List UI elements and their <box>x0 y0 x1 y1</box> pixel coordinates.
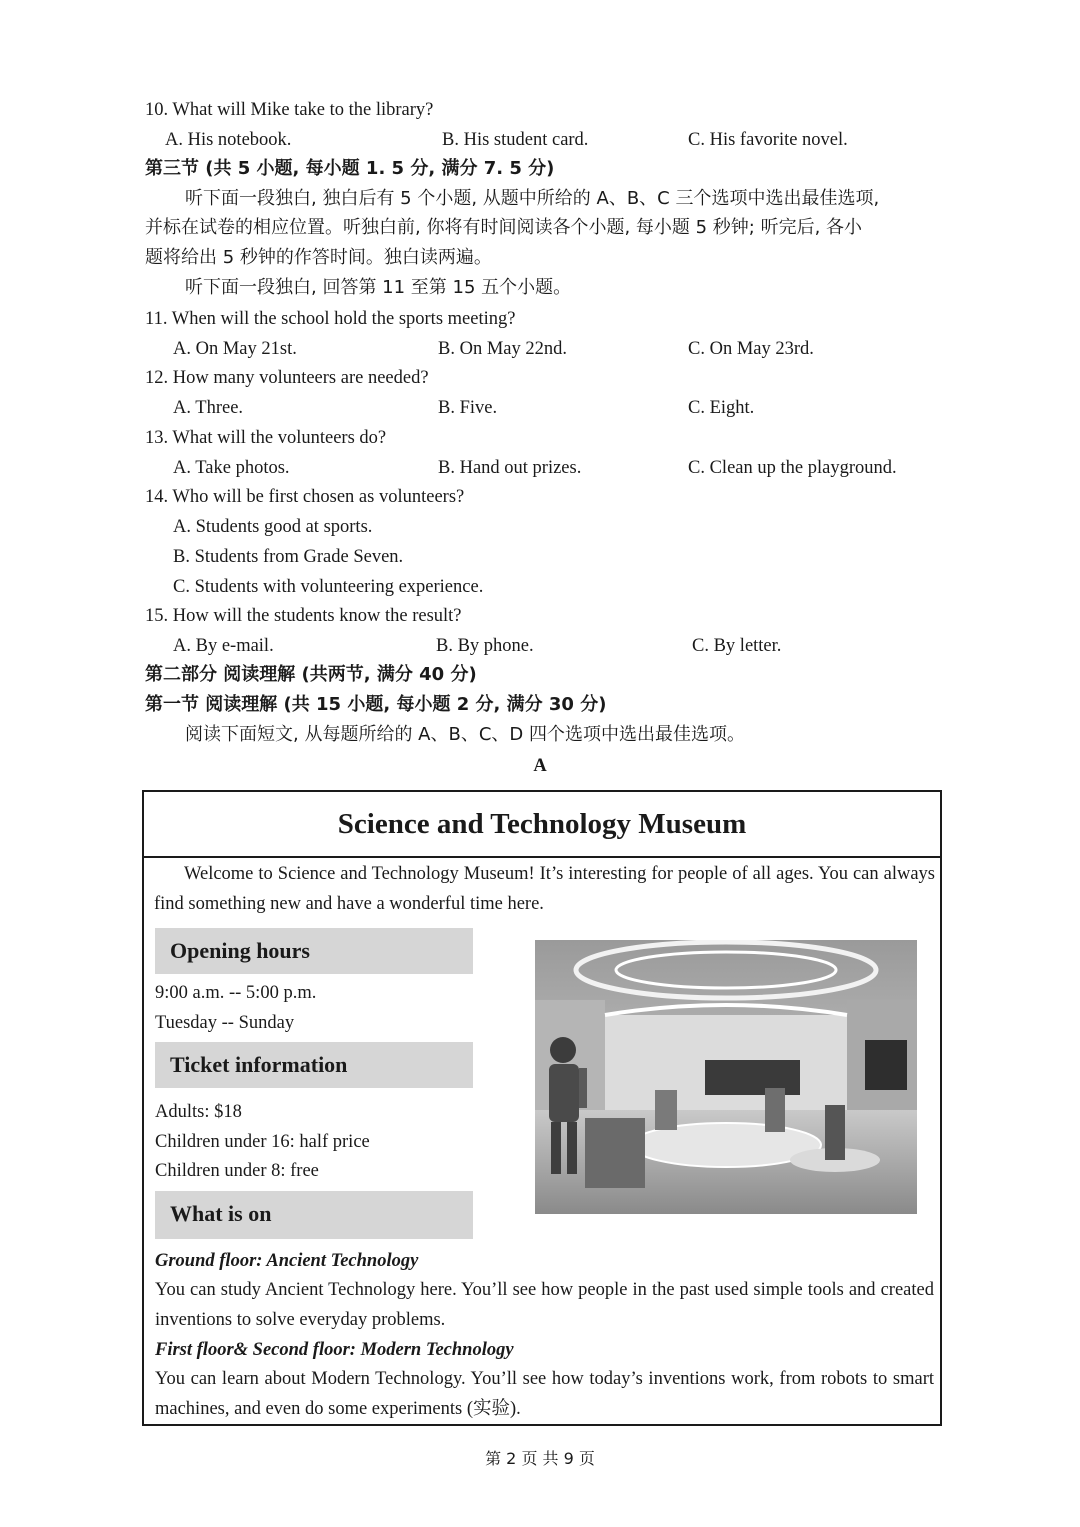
instruction-line: 并标在试卷的相应位置。听独白前, 你将有时间阅读各个小题, 每小题 5 秒钟; 听完后, 各小 <box>145 217 863 238</box>
page-number: 第 2 页 共 9 页 <box>485 1449 595 1468</box>
question-14: 14. Who will be first chosen as volunteers? <box>145 487 465 507</box>
ground-floor-text: You can study Ancient Technology here. You’ll see how people in the past used simple tools and created inventions to solve everyday problems. <box>155 1280 934 1330</box>
ticket-children-8: Children under 8: free <box>155 1161 319 1181</box>
section-heading: 第一节 阅读理解 (共 15 小题, 每小题 2 分, 满分 30 分) <box>145 694 607 715</box>
option-b: B. Five. <box>438 398 498 418</box>
section-box-hours <box>155 928 473 974</box>
option-b: B. His student card. <box>442 130 589 150</box>
section-box-whatson <box>155 1191 473 1239</box>
museum-header <box>144 792 940 858</box>
section-heading: 第三节 (共 5 小题, 每小题 1. 5 分, 满分 7. 5 分) <box>145 158 555 179</box>
option-a: A. Students good at sports. <box>173 517 373 537</box>
hours-heading: Opening hours <box>170 938 310 963</box>
option-a: A. Take photos. <box>173 458 290 478</box>
option-b: B. Hand out prizes. <box>438 458 582 478</box>
question-12: 12. How many volunteers are needed? <box>145 368 429 388</box>
museum-notice <box>142 790 942 1426</box>
question-10: 10. What will Mike take to the library? <box>145 100 434 120</box>
ticket-children-16: Children under 16: half price <box>155 1132 370 1152</box>
option-b: B. By phone. <box>436 636 534 656</box>
hours-days: Tuesday -- Sunday <box>155 1013 295 1033</box>
question-13: 13. What will the volunteers do? <box>145 428 387 448</box>
instruction-line: 阅读下面短文, 从每题所给的 A、B、C、D 四个选项中选出最佳选项。 <box>185 724 745 745</box>
intro-paragraph: Welcome to Science and Technology Museum! It’s interesting for people of all ages. You can always find something new and have a wonderful time here. <box>154 864 935 914</box>
option-a: A. Three. <box>173 398 244 418</box>
option-b: B. On May 22nd. <box>438 339 567 359</box>
part-heading: 第二部分 阅读理解 (共两节, 满分 40 分) <box>145 664 477 685</box>
option-c: C. Eight. <box>688 398 755 418</box>
option-c: C. On May 23rd. <box>688 339 814 359</box>
option-a: A. On May 21st. <box>173 339 297 359</box>
ticket-heading: Ticket information <box>170 1052 348 1077</box>
passage-label: A <box>533 756 547 776</box>
option-a: A. His notebook. <box>165 130 292 150</box>
option-c: C. His favorite novel. <box>688 130 848 150</box>
museum-title: Science and Technology Museum <box>337 808 747 840</box>
ticket-adults: Adults: $18 <box>155 1102 242 1122</box>
option-c: C. Clean up the playground. <box>688 458 897 478</box>
option-b: B. Students from Grade Seven. <box>173 547 404 567</box>
instruction-line: 题将给出 5 秒钟的作答时间。独白读两遍。 <box>145 247 492 268</box>
whatson-heading: What is on <box>170 1201 272 1226</box>
ground-floor-title: Ground floor: Ancient Technology <box>155 1251 419 1271</box>
hours-time: 9:00 a.m. -- 5:00 p.m. <box>155 983 317 1003</box>
modern-floor-title: First floor& Second floor: Modern Technology <box>155 1340 514 1360</box>
option-a: A. By e-mail. <box>173 636 274 656</box>
question-11: 11. When will the school hold the sports meeting? <box>145 309 516 329</box>
section-box-ticket <box>155 1042 473 1088</box>
instruction-line: 听下面一段独白, 回答第 11 至第 15 五个小题。 <box>185 277 572 298</box>
modern-floor-text: You can learn about Modern Technology. You’ll see how today’s inventions work, from robots to smart machines, and even do some experiments (实验). <box>155 1369 934 1419</box>
instruction-line: 听下面一段独白, 独白后有 5 个小题, 从题中所给的 A、B、C 三个选项中选出最佳选项, <box>185 188 880 209</box>
museum-photo <box>535 940 917 1214</box>
question-15: 15. How will the students know the result? <box>145 606 462 626</box>
option-c: C. Students with volunteering experience. <box>173 577 484 597</box>
option-c: C. By letter. <box>692 636 782 656</box>
